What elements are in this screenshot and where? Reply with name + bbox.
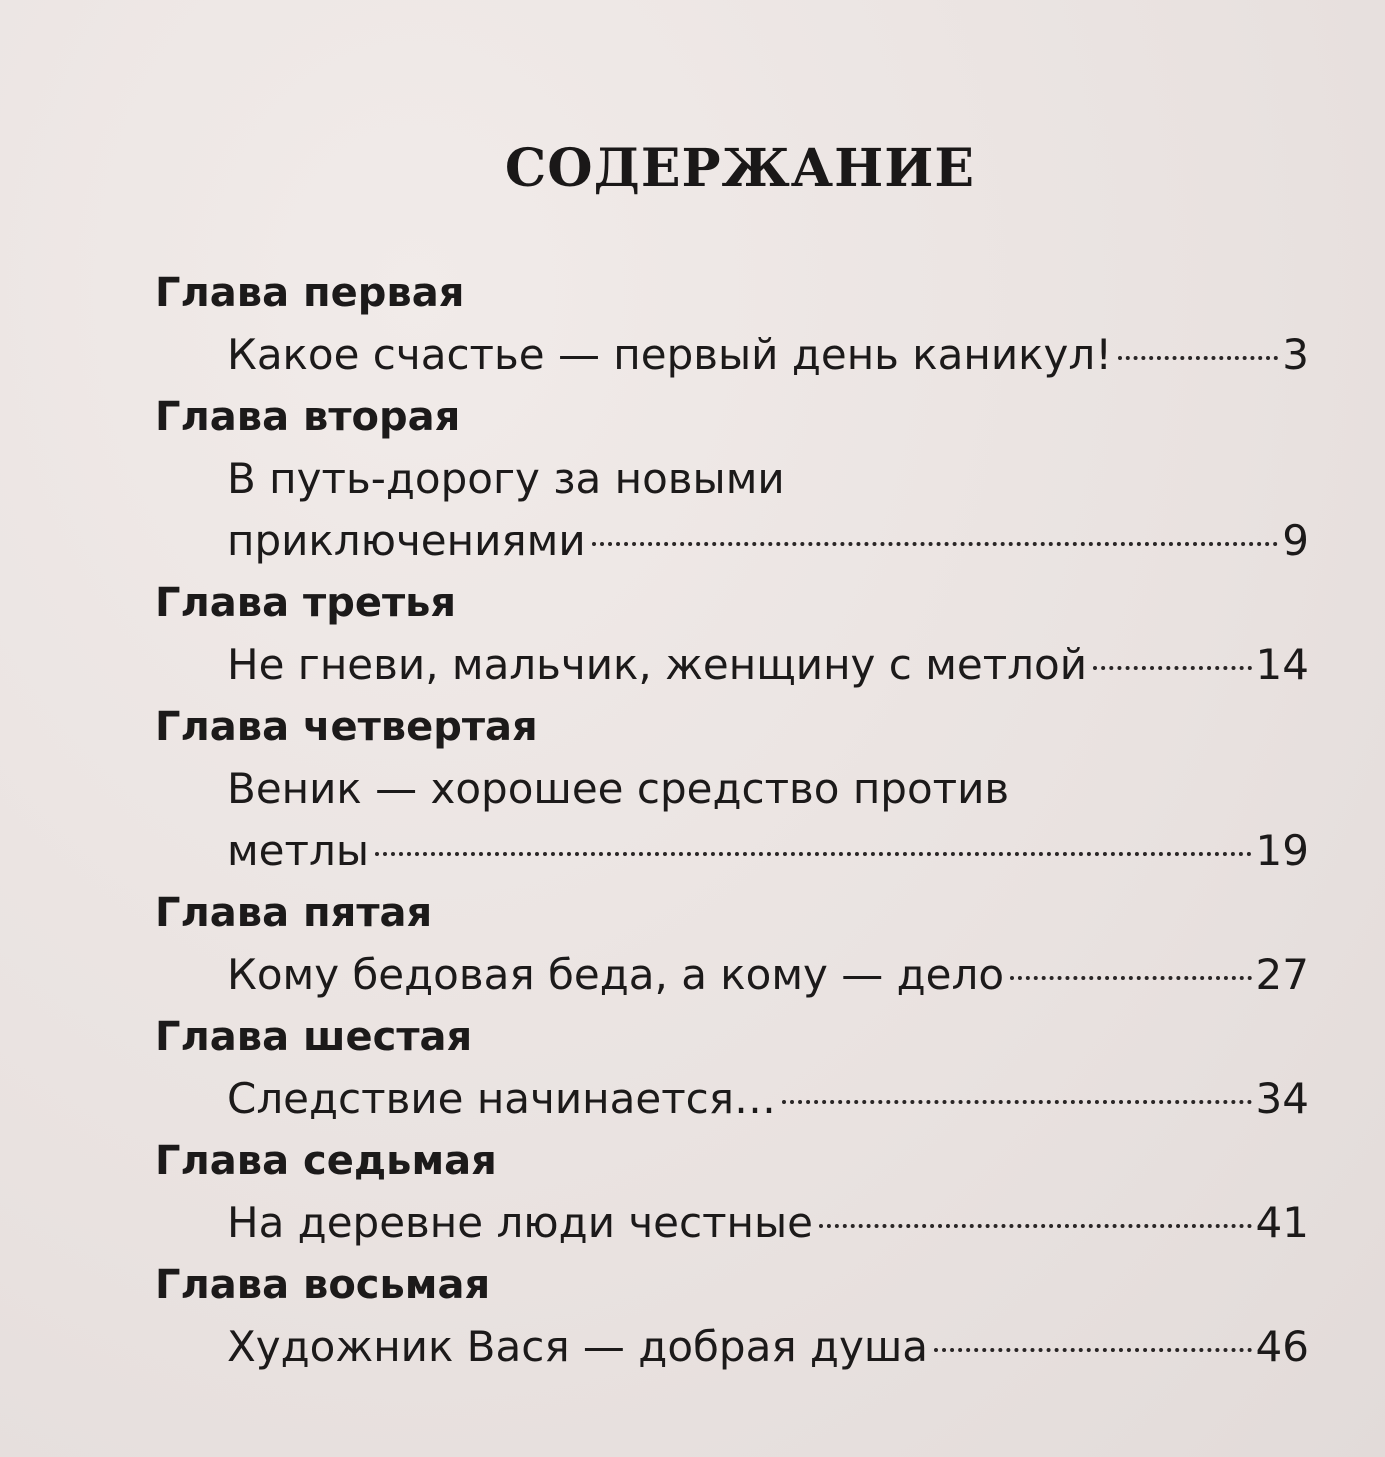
dot-leader xyxy=(592,542,1279,546)
toc-chapter xyxy=(155,882,1315,1006)
entry-title: Кому бедовая беда, а кому — дело xyxy=(227,950,1005,999)
dot-leader xyxy=(1118,356,1278,360)
table-of-contents xyxy=(155,262,1315,1378)
chapter-entry xyxy=(227,1068,1315,1130)
entry-title: Следствие начинается… xyxy=(227,1074,777,1123)
toc-chapter xyxy=(155,1130,1315,1254)
entry-line-with-page xyxy=(227,510,1309,572)
chapter-entry xyxy=(227,324,1315,386)
chapter-heading: Глава четвертая xyxy=(155,704,538,750)
toc-chapter xyxy=(155,386,1315,572)
chapter-heading: Глава пятая xyxy=(155,890,433,936)
chapter-heading: Глава шестая xyxy=(155,1014,473,1060)
chapter-heading: Глава третья xyxy=(155,580,457,626)
page-number: 3 xyxy=(1282,330,1309,379)
dot-leader xyxy=(819,1224,1252,1228)
chapter-heading: Глава вторая xyxy=(155,394,461,440)
page-title: СОДЕРЖАНИЕ xyxy=(504,138,976,199)
entry-line-with-page xyxy=(227,1192,1309,1254)
page-number: 46 xyxy=(1255,1322,1309,1371)
dot-leader xyxy=(934,1348,1252,1352)
dot-leader xyxy=(1010,976,1252,980)
entry-title: Какое счастье — первый день каникул! xyxy=(227,330,1113,379)
toc-chapter xyxy=(155,262,1315,386)
page-number: 41 xyxy=(1255,1198,1309,1247)
entry-title: Художник Вася — добрая душа xyxy=(227,1322,928,1371)
toc-chapter xyxy=(155,696,1315,882)
entry-title: приключениями xyxy=(227,516,586,565)
chapter-entry xyxy=(227,634,1315,696)
entry-line-with-page xyxy=(227,944,1309,1006)
entry-title: На деревне люди честные xyxy=(227,1198,814,1247)
page-number: 27 xyxy=(1255,950,1309,999)
entry-title: Не гневи, мальчик, женщину с метлой xyxy=(227,640,1088,689)
chapter-entry xyxy=(227,448,1315,572)
chapter-entry xyxy=(227,944,1315,1006)
toc-chapter xyxy=(155,572,1315,696)
entry-line-with-page xyxy=(227,1068,1309,1130)
toc-chapter xyxy=(155,1006,1315,1130)
entry-line-with-page xyxy=(227,324,1309,386)
page-number: 34 xyxy=(1255,1074,1309,1123)
toc-chapter xyxy=(155,1254,1315,1378)
chapter-entry xyxy=(227,1316,1315,1378)
chapter-entry xyxy=(227,758,1315,882)
page-number: 14 xyxy=(1255,640,1309,689)
entry-title-line: Веник — хорошее средство против xyxy=(227,764,1010,813)
dot-leader xyxy=(375,852,1252,856)
entry-line-with-page xyxy=(227,820,1309,882)
entry-line-with-page xyxy=(227,634,1309,696)
chapter-heading: Глава седьмая xyxy=(155,1138,497,1184)
entry-title: метлы xyxy=(227,826,369,875)
chapter-entry xyxy=(227,1192,1315,1254)
dot-leader xyxy=(1093,666,1252,670)
dot-leader xyxy=(782,1100,1252,1104)
chapter-heading: Глава восьмая xyxy=(155,1262,491,1308)
page-number: 9 xyxy=(1282,516,1309,565)
chapter-heading: Глава первая xyxy=(155,270,465,316)
page-number: 19 xyxy=(1255,826,1309,875)
entry-title-line: В путь-дорогу за новыми xyxy=(227,454,785,503)
entry-line-with-page xyxy=(227,1316,1309,1378)
